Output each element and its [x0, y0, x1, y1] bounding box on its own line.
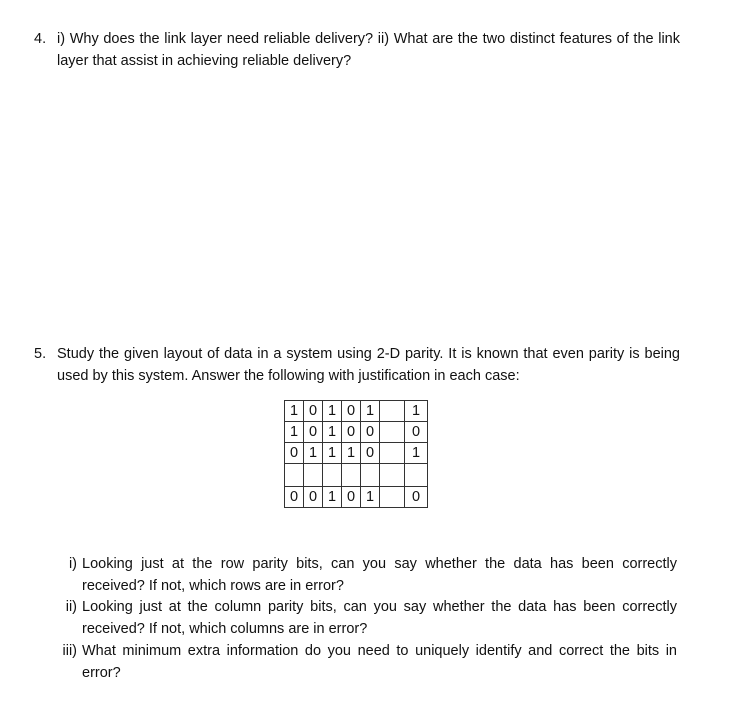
- subquestion-ii-number: ii): [65, 599, 77, 615]
- question-4-text: i) Why does the link layer need reliable delivery? ii) What are the two distinct features of the link layer that assist in achieving reliable delivery?: [57, 31, 680, 69]
- gap-cell: [380, 464, 405, 487]
- data-bit: 1: [285, 401, 304, 422]
- data-bit: 1: [323, 401, 342, 422]
- gap-cell: [380, 422, 405, 443]
- data-bit: 0: [361, 443, 380, 464]
- subquestion-iii-text: What minimum extra information do you need to uniquely identify and correct the bits in error?: [82, 643, 677, 681]
- corner-parity-bit: 0: [405, 487, 428, 508]
- data-bit: 1: [361, 401, 380, 422]
- data-bit: 0: [342, 422, 361, 443]
- column-parity-bit: 1: [361, 487, 380, 508]
- gap-cell: [304, 464, 323, 487]
- row-parity-bit: 1: [405, 401, 428, 422]
- gap-row: [285, 464, 428, 487]
- column-parity-bit: 0: [285, 487, 304, 508]
- data-bit: 1: [323, 443, 342, 464]
- data-bit: 1: [304, 443, 323, 464]
- gap-cell: [380, 443, 405, 464]
- data-bit: 0: [361, 422, 380, 443]
- data-bit: 1: [342, 443, 361, 464]
- subquestion-iii-number: iii): [62, 643, 77, 659]
- subquestion-ii: [49, 597, 677, 640]
- data-bit: 1: [285, 422, 304, 443]
- parity-grid: [284, 400, 428, 508]
- gap-cell: [323, 464, 342, 487]
- question-4-number: 4.: [34, 31, 47, 47]
- data-bit: 0: [304, 401, 323, 422]
- column-parity-bit: 0: [342, 487, 361, 508]
- column-parity-row: [285, 487, 428, 508]
- subquestion-iii: [49, 641, 677, 684]
- column-parity-bit: 1: [323, 487, 342, 508]
- data-bit: 1: [323, 422, 342, 443]
- gap-cell: [380, 487, 405, 508]
- question-5-text: Study the given layout of data in a system using 2-D parity. It is known that even parity is being used by this system. Answer the following with justification in each case:: [57, 346, 680, 384]
- data-bit: 0: [342, 401, 361, 422]
- data-row: [285, 443, 428, 464]
- data-bit: 0: [304, 422, 323, 443]
- gap-cell: [342, 464, 361, 487]
- question-5: [34, 344, 680, 387]
- column-parity-bit: 0: [304, 487, 323, 508]
- question-5-number: 5.: [34, 346, 47, 362]
- question-4: [34, 29, 680, 72]
- subquestion-i: [49, 554, 677, 597]
- subquestion-ii-text: Looking just at the column parity bits, can you say whether the data has been correctly received? If not, which columns are in error?: [82, 599, 677, 637]
- data-bit: 0: [285, 443, 304, 464]
- data-row: [285, 401, 428, 422]
- gap-cell: [405, 464, 428, 487]
- gap-cell: [361, 464, 380, 487]
- row-parity-bit: 1: [405, 443, 428, 464]
- subquestion-i-text: Looking just at the row parity bits, can you say whether the data has been correctly received? If not, which rows are in error?: [82, 556, 677, 594]
- data-row: [285, 422, 428, 443]
- row-parity-bit: 0: [405, 422, 428, 443]
- gap-cell: [285, 464, 304, 487]
- gap-cell: [380, 401, 405, 422]
- subquestion-i-number: i): [68, 556, 77, 572]
